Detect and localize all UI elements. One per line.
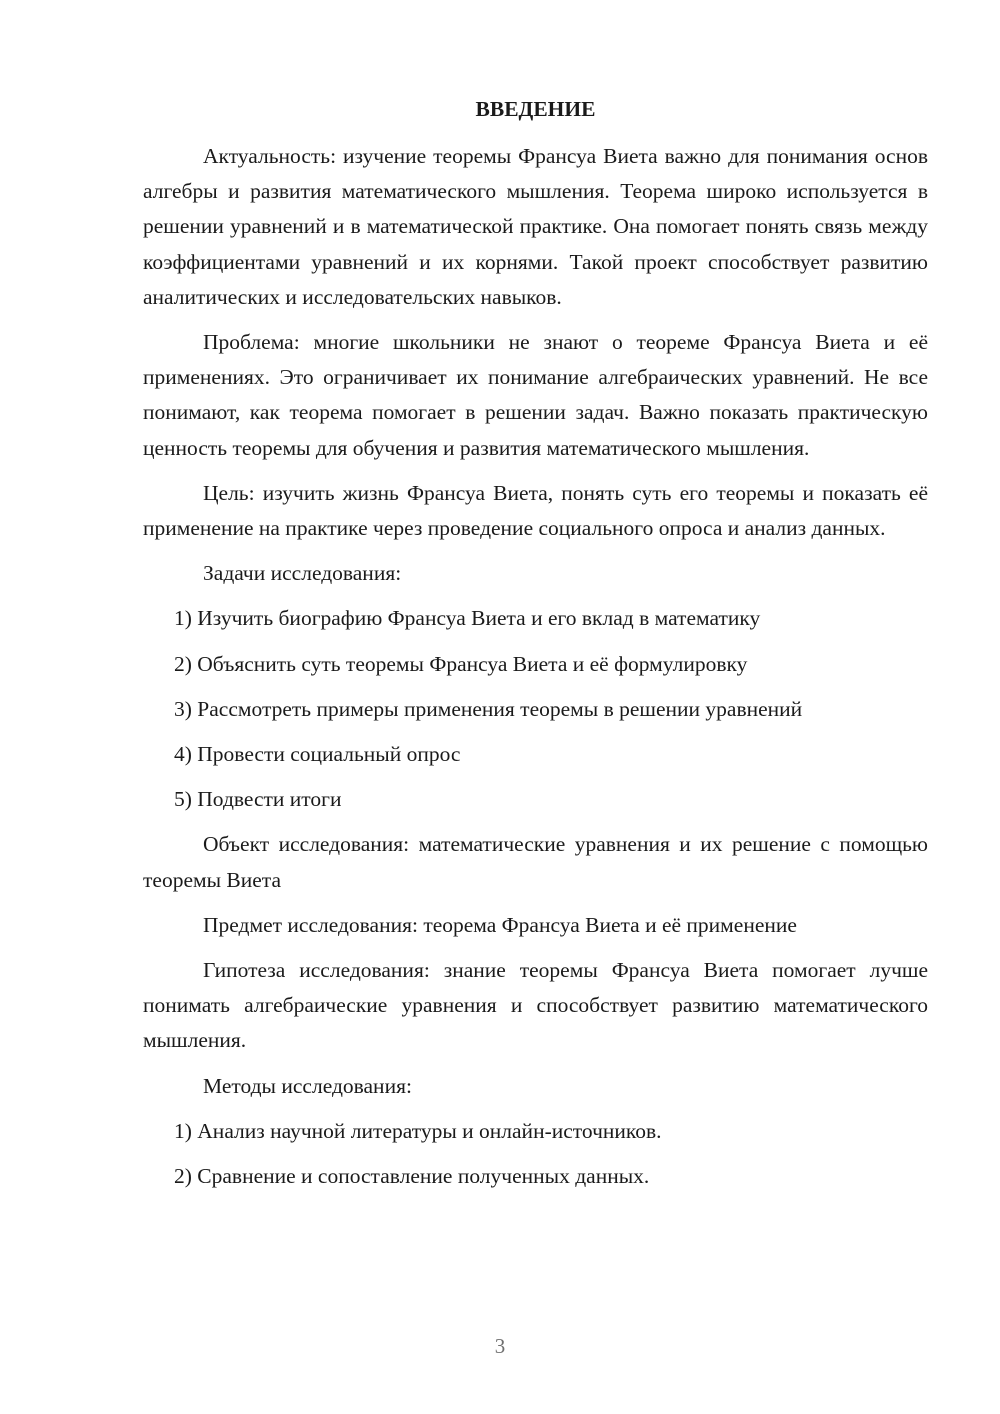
tasks-list [143,601,928,817]
paragraph-relevance: Актуальность: изучение теоремы Франсуа Виета важно для понимания основ алгебры и развития математического мышления. Теорема широко используется в решении уравнений и в математической практике. Она помогает понять связь между коэффициентами уравнений и их корнями. Такой проект способствует развитию аналитических и исследовательских навыков. [143,144,928,309]
methods-heading: Методы исследования: [203,1073,412,1098]
list-item: 2) Объяснить суть теоремы Франсуа Виета и её формулировку [174,651,748,676]
tasks-heading: Задачи исследования: [203,561,402,586]
list-item: 4) Провести социальный опрос [174,742,461,767]
list-item: 2) Сравнение и сопоставление полученных данных. [174,1164,650,1189]
list-item: 1) Изучить биографию Франсуа Виета и его вклад в математику [174,606,761,631]
page-number: 3 [494,1334,506,1358]
paragraph-goal: Цель: изучить жизнь Франсуа Виета, понять суть его теоремы и показать её применение на практике через проведение социального опроса и анализ данных. [143,480,928,541]
page-title: ВВЕДЕНИЕ [475,97,596,121]
list-item: 5) Подвести итоги [174,787,342,812]
paragraph-hypothesis: Гипотеза исследования: знание теоремы Франсуа Виета помогает лучше понимать алгебраические уравнения и способствует развитию математического мышления. [143,958,928,1053]
paragraph-object: Объект исследования: математические уравнения и их решение с помощью теоремы Виета [143,832,928,892]
methods-list [143,1114,928,1194]
list-item: 3) Рассмотреть примеры применения теоремы в решении уравнений [174,696,803,721]
paragraph-problem: Проблема: многие школьники не знают о теореме Франсуа Виета и её применениях. Это ограничивает их понимание алгебраических уравнений. Не все понимают, как теорема помогает в решении задач. Важно показать практическую ценность теоремы для обучения и развития математического мышления. [143,330,928,460]
document-page [143,92,928,1204]
list-item: 1) Анализ научной литературы и онлайн-источников. [174,1118,662,1143]
paragraph-subject: Предмет исследования: теорема Франсуа Виета и её применение [203,912,797,937]
